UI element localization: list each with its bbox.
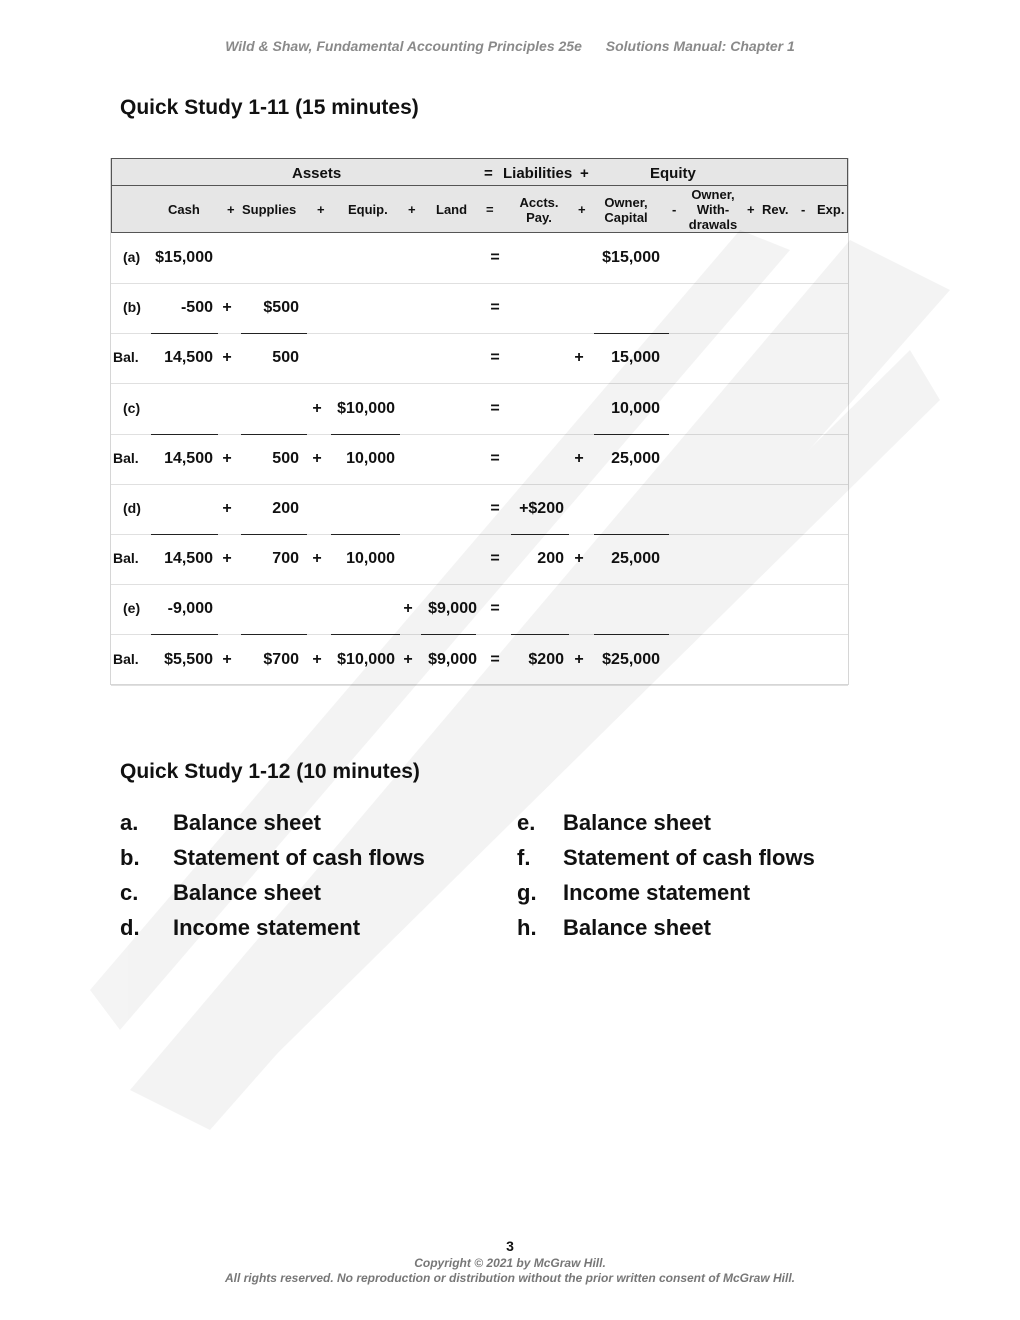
cell-eq: = [490, 349, 500, 367]
qs12-answer: Balance sheet [563, 915, 711, 940]
cell-label: Bal. [113, 449, 139, 466]
equals-header: = [484, 165, 493, 182]
cell-supplies: 700 [272, 550, 299, 568]
cell-op2: + [312, 399, 322, 417]
qs12-title: Quick Study 1-12 (10 minutes) [120, 760, 420, 783]
qs12-letter: c. [120, 880, 139, 905]
page-number: 3 [506, 1238, 514, 1254]
col-op: + [408, 202, 416, 217]
cell-op1: + [222, 650, 232, 668]
cell-op2: + [312, 650, 322, 668]
cell-eq: = [490, 500, 500, 517]
table-row [111, 334, 848, 384]
table-row [111, 535, 848, 585]
cell-ap: 200 [537, 550, 564, 568]
cell-land: $9,000 [428, 600, 477, 618]
col-withdrawals-line3: drawals [688, 217, 738, 232]
col-land: Land [436, 202, 468, 217]
cell-equip: $10,000 [337, 399, 395, 417]
col-accts-pay-line1: Accts. [519, 195, 559, 210]
table-column-header [111, 186, 848, 233]
qs12-answer: Balance sheet [173, 880, 321, 905]
cell-ap: +$200 [519, 500, 564, 517]
col-owner-capital-line2: Capital [604, 210, 648, 225]
table-row [111, 636, 848, 686]
cell-supplies: 200 [272, 500, 299, 517]
qs12-letter: h. [517, 915, 537, 940]
col-owner-capital-line1: Owner, [604, 195, 648, 210]
cell-cash: 14,500 [164, 449, 213, 467]
cell-op1: + [222, 349, 232, 367]
cell-eq: = [490, 449, 500, 467]
cell-label: Bal. [113, 349, 139, 366]
cell-op1: + [222, 299, 232, 317]
header-chapter: Solutions Manual: Chapter 1 [605, 38, 795, 54]
col-op: - [672, 202, 677, 217]
cell-label: (d) [123, 500, 141, 516]
cell-cash: 14,500 [164, 550, 213, 568]
cell-op2: + [312, 449, 322, 467]
col-withdrawals [685, 187, 741, 232]
cell-eq: = [490, 299, 500, 317]
cell-supplies: 500 [272, 449, 299, 467]
cell-op2: + [312, 550, 322, 568]
table-row [111, 585, 848, 635]
cell-op4: + [574, 349, 584, 367]
col-rev: Rev. [762, 202, 789, 217]
qs12-letter: g. [517, 880, 537, 905]
cell-cap: $15,000 [602, 249, 660, 266]
cell-cap: 25,000 [611, 449, 660, 467]
cell-equip: 10,000 [346, 449, 395, 467]
cell-eq: = [490, 399, 500, 417]
col-cash: Cash [168, 202, 200, 217]
table-row [111, 435, 848, 485]
cell-op1: + [222, 449, 232, 467]
qs12-letter: a. [120, 810, 139, 835]
col-withdrawals-line1: Owner, [691, 187, 735, 202]
col-supplies: Supplies [242, 202, 297, 217]
copyright-line: Copyright © 2021 by McGraw Hill. [414, 1256, 606, 1270]
qs12-answer: Statement of cash flows [563, 845, 815, 870]
cell-land: $9,000 [428, 650, 477, 668]
rights-line: All rights reserved. No reproduction or distribution without the prior written consent of McGraw Hill. [224, 1271, 796, 1285]
cell-op3: + [403, 600, 413, 618]
liabilities-header: Liabilities [503, 165, 573, 182]
qs12-letter: b. [120, 845, 140, 870]
qs12-answer: Income statement [563, 880, 751, 905]
col-op: + [578, 202, 586, 217]
assets-header: Assets [292, 165, 342, 182]
qs12-answer: Balance sheet [563, 810, 711, 835]
table-group-header [111, 158, 848, 186]
cell-label: (a) [123, 249, 141, 265]
cell-equip: 10,000 [346, 550, 395, 568]
col-withdrawals-line2: With- [696, 202, 730, 217]
col-equals: = [486, 202, 494, 217]
col-op: + [747, 202, 755, 217]
cell-label: Bal. [113, 550, 139, 567]
plus-header: + [580, 165, 589, 182]
cell-ap: $200 [528, 650, 564, 668]
cell-cap: 15,000 [611, 349, 660, 367]
col-exp: Exp. [817, 202, 845, 217]
col-accts-pay-line2: Pay. [526, 210, 552, 225]
cell-op4: + [574, 449, 584, 467]
cell-cash: $15,000 [155, 249, 213, 266]
table-row [111, 485, 848, 535]
qs12-answer: Income statement [173, 915, 361, 940]
col-op: + [317, 202, 325, 217]
cell-op4: + [574, 650, 584, 668]
cell-cash: $5,500 [164, 650, 213, 668]
col-accts-pay [514, 195, 564, 225]
col-op: + [227, 202, 235, 217]
cell-label: (c) [123, 399, 141, 416]
qs12-answer: Statement of cash flows [173, 845, 425, 870]
cell-cash: -9,000 [167, 600, 213, 618]
cell-cap: 25,000 [611, 550, 660, 568]
cell-cap: 10,000 [611, 399, 660, 417]
cell-op1: + [222, 550, 232, 568]
col-owner-capital [599, 195, 653, 225]
cell-op4: + [574, 550, 584, 568]
cell-eq: = [490, 650, 500, 668]
cell-label: (e) [123, 600, 141, 617]
cell-equip: $10,000 [337, 650, 395, 668]
qs12-answer: Balance sheet [173, 810, 321, 835]
table-row [111, 385, 848, 435]
table-row [111, 234, 848, 284]
cell-op1: + [222, 500, 232, 517]
table-row [111, 284, 848, 334]
accounting-equation-table [110, 158, 849, 685]
col-op: - [801, 202, 806, 217]
cell-cap: $25,000 [602, 650, 660, 668]
page-header [0, 38, 1020, 54]
cell-eq: = [490, 550, 500, 568]
cell-eq: = [490, 249, 500, 266]
qs12-letter: e. [517, 810, 536, 835]
cell-eq: = [490, 600, 500, 618]
equity-header: Equity [650, 165, 696, 182]
cell-supplies: $500 [263, 299, 299, 317]
header-book-title: Wild & Shaw, Fundamental Accounting Principles 25e [225, 38, 582, 54]
qs11-title: Quick Study 1-11 (15 minutes) [120, 96, 419, 119]
qs12-letter: d. [120, 915, 140, 940]
cell-op3: + [403, 650, 413, 668]
col-equip: Equip. [348, 202, 388, 217]
cell-supplies: 500 [272, 349, 299, 367]
cell-supplies: $700 [263, 650, 299, 668]
cell-cash: -500 [180, 299, 213, 317]
cell-label: Bal. [113, 650, 139, 667]
qs12-letter: f. [517, 845, 531, 870]
cell-label: (b) [123, 299, 141, 316]
cell-cash: 14,500 [164, 349, 213, 367]
